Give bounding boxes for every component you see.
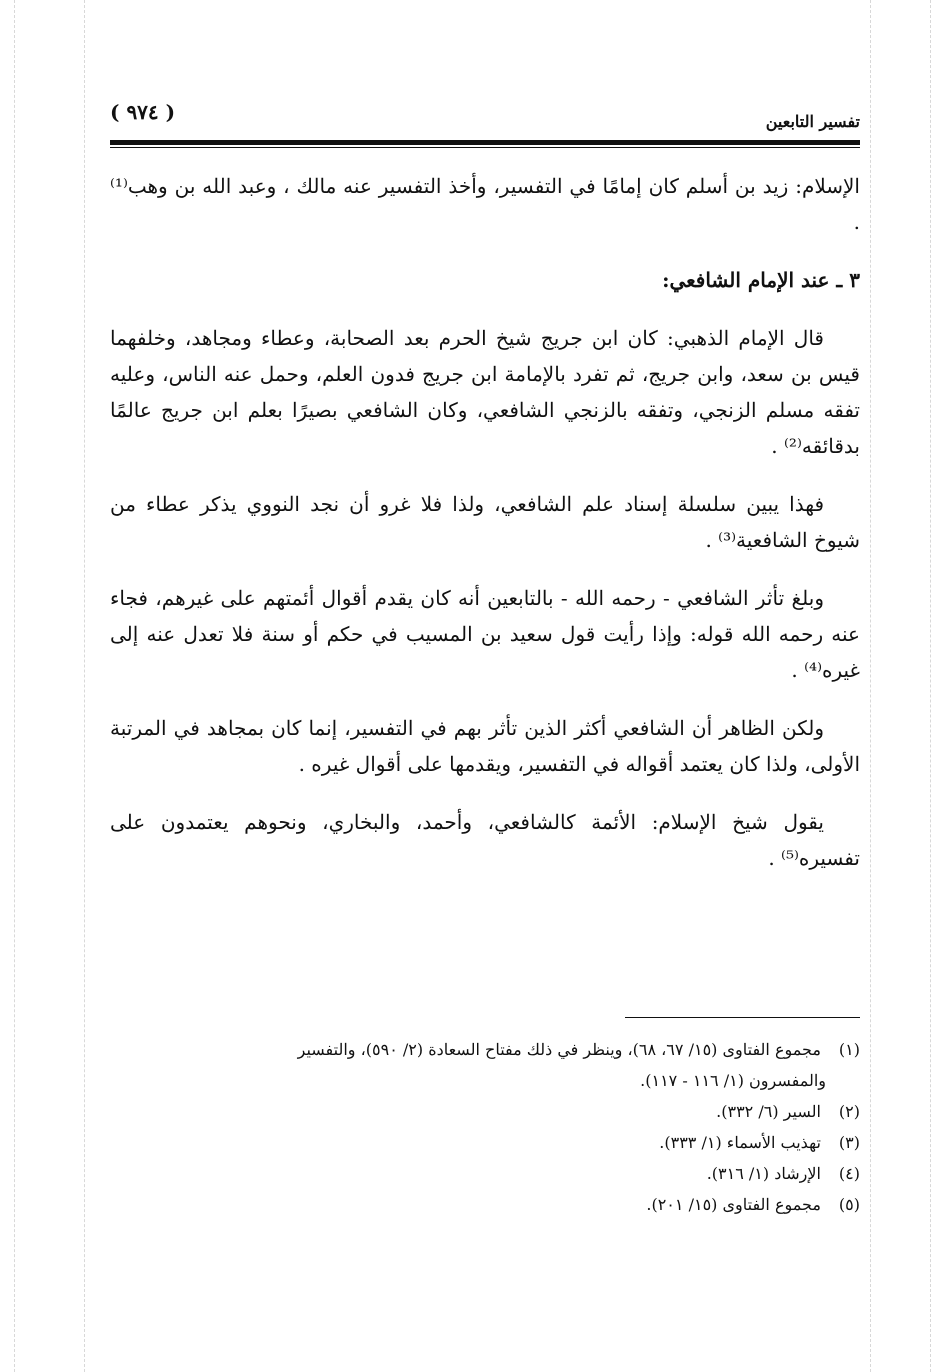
footnote-text: مجموع الفتاوى (١٥/ ٢٠١).: [646, 1195, 821, 1214]
scan-guide-line-right: [930, 0, 931, 1372]
header-rule-thin: [110, 147, 860, 148]
header-rule-thick: [110, 140, 860, 145]
footnote-line: [110, 1034, 860, 1065]
footnote-separator: [625, 1017, 860, 1018]
paragraph-dhahabi-quote: قال الإمام الذهبي: كان ابن جريج شيخ الحرم بعد الصحابة، وعطاء ومجاهد، وخلفهما قيس بن سعد، وابن جريج، ثم تفرد بالإمامة ابن جريج فدون العلم، وحمل عنه الناس، وعليه تفقه مسلم الزنجي، وتفقه بالزنجي الشافعي، وكان الشافعي بصيرًا بعلم ابن جريج عالمًا بدقائقه⁽²⁾ .: [110, 326, 860, 458]
section-heading-shafii: ٣ ـ عند الإمام الشافعي:: [662, 268, 860, 292]
scan-guide-line-left-inner: [84, 0, 85, 1372]
running-book-title: تفسير التابعين: [765, 112, 860, 131]
page-header: [110, 96, 860, 136]
paragraph-continued: الإسلام: زيد بن أسلم كان إمامًا في التفسير، وأخذ التفسير عنه مالك ، وعبد الله بن وهب⁽¹⁾ .: [110, 174, 860, 234]
footnote-text: السير (٦/ ٣٣٢).: [716, 1102, 821, 1121]
scan-guide-line-right-inner: [870, 0, 871, 1372]
footnote-number: (٥): [838, 1195, 860, 1214]
footnote-text: تهذيب الأسماء (١/ ٣٣٣).: [659, 1133, 821, 1152]
page-number: ( ٩٧٤ ): [110, 100, 176, 124]
footnote-number: (٤): [838, 1164, 860, 1183]
footnote-number: (٢): [838, 1102, 860, 1121]
scan-guide-line-left: [14, 0, 15, 1372]
book-page: [110, 0, 860, 1372]
paragraph-isnad-chain: فهذا يبين سلسلة إسناد علم الشافعي، ولذا فلا غرو أن نجد النووي يذكر عطاء من شيوخ الشافعية⁽³⁾ .: [110, 492, 860, 552]
footnotes-list: [110, 1034, 860, 1220]
paragraph-shaykh-al-islam-quote: يقول شيخ الإسلام: الأئمة كالشافعي، وأحمد، والبخاري، ونحوهم يعتمدون على تفسيره⁽⁵⁾ .: [110, 810, 860, 870]
paragraph-shafii-influence: وبلغ تأثر الشافعي - رحمه الله - بالتابعين أنه كان يقدم أقوال أئمتهم على غيرهم، فجاء عنه رحمه الله قوله: وإذا رأيت قول سعيد بن المسيب في حكم أو سنة فلا تعدل عنه إلى غيره⁽⁴⁾ .: [110, 586, 860, 682]
footnote-text: الإرشاد (١/ ٣١٦).: [706, 1164, 821, 1183]
footnote-item: [110, 1034, 860, 1096]
footnote-item: [110, 1127, 860, 1158]
footnote-text-continued: والمفسرون (١/ ١١٦ - ١١٧).: [640, 1071, 826, 1090]
footnote-number: (١): [838, 1040, 860, 1059]
footnote-item: [110, 1096, 860, 1127]
main-text: [110, 168, 860, 898]
footnote-item: [110, 1189, 860, 1220]
footnote-text: مجموع الفتاوى (١٥/ ٦٧، ٦٨)، وينظر في ذلك مفتاح السعادة (٢/ ٥٩٠)، والتفسير: [297, 1040, 821, 1059]
paragraph-mujahid-priority: ولكن الظاهر أن الشافعي أكثر الذين تأثر بهم في التفسير، إنما كان بمجاهد في المرتبة الأولى، ولذا كان يعتمد أقواله في التفسير، ويقدمها على أقوال غيره .: [110, 716, 860, 776]
footnote-item: [110, 1158, 860, 1189]
footnote-number: (٣): [838, 1133, 860, 1152]
